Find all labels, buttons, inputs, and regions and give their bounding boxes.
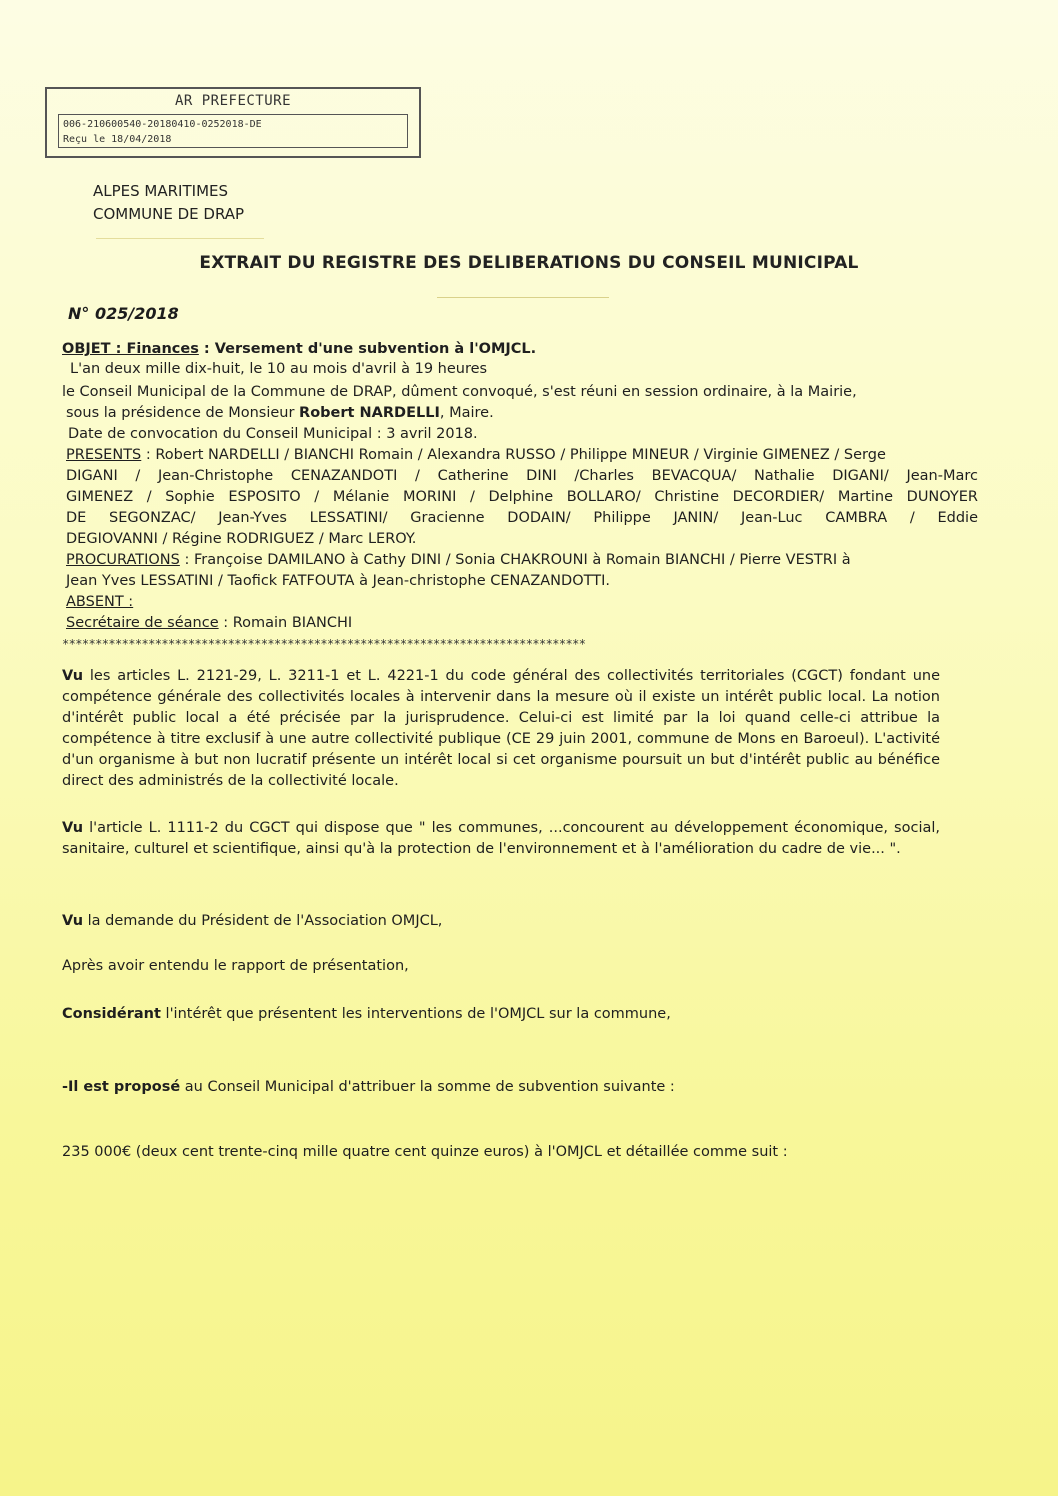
title-divider: [437, 297, 609, 298]
convocation-line: Date de convocation du Conseil Municipal : 3 avril 2018.: [68, 426, 478, 442]
procurations-label: PROCURATIONS: [66, 552, 180, 568]
presents-line-5: DEGIOVANNI / Régine RODRIGUEZ / Marc LEROY.: [66, 531, 417, 547]
objet-label: OBJET : Finances: [62, 341, 199, 357]
document-title: EXTRAIT DU REGISTRE DES DELIBERATIONS DU CONSEIL MUNICIPAL: [199, 253, 859, 273]
council-line: le Conseil Municipal de la Commune de DRAP, dûment convoqué, s'est réuni en session ordinaire, à la Mairie,: [62, 384, 857, 400]
presents-line-4: DE SEGONZAC/ Jean-Yves LESSATINI/ Gracienne DODAIN/ Philippe JANIN/ Jean-Luc CAMBRA / Eddie: [66, 510, 978, 526]
department-name: ALPES MARITIMES: [93, 182, 229, 200]
objet-text: : Versement d'une subvention à l'OMJCL.: [198, 341, 537, 357]
paragraph-vu-articles: [62, 666, 940, 792]
objet-line: [62, 341, 536, 357]
procurations-line-1: [66, 552, 851, 568]
secretaire-name: : Romain BIANCHI: [218, 615, 353, 631]
paragraph-vu-demande: [62, 911, 940, 932]
presents-line-1: [66, 447, 886, 463]
stamp-received-date: Reçu le 18/04/2018: [63, 134, 172, 145]
paragraph-apres: Après avoir entendu le rapport de présentation,: [62, 958, 409, 974]
paragraph-propose: [62, 1077, 940, 1098]
deliberation-number: N° 025/2018: [68, 304, 179, 323]
absent-label: ABSENT :: [66, 594, 134, 610]
stamp-title: AR PREFECTURE: [174, 93, 292, 109]
commune-name: COMMUNE DE DRAP: [93, 205, 245, 223]
stamp-reference: 006-210600540-20180410-0252018-DE: [63, 119, 262, 130]
presents-label: PRESENTS: [66, 447, 142, 463]
separator-line: *******************************************************************************: [62, 637, 586, 651]
secretaire-label: Secrétaire de séance: [66, 615, 219, 631]
vu-label-1: Vu: [62, 668, 84, 684]
paragraph-amount: 235 000€ (deux cent trente-cinq mille quatre cent quinze euros) à l'OMJCL et détaillée comme suit :: [62, 1144, 788, 1160]
procurations-text-1: : Françoise DAMILANO à Cathy DINI / Sonia CHAKROUNI à Romain BIANCHI / Pierre VESTRI à: [179, 552, 851, 568]
propose-text: au Conseil Municipal d'attribuer la somme de subvention suivante :: [180, 1079, 675, 1095]
presidence-suffix: , Maire.: [439, 405, 494, 421]
header-divider: [96, 238, 264, 239]
presidence-text: sous la présidence de Monsieur: [66, 405, 300, 421]
date-line: L'an deux mille dix-huit, le 10 au mois d'avril à 19 heures: [70, 361, 488, 377]
presents-line-2: DIGANI / Jean-Christophe CENAZANDOTI / Catherine DINI /Charles BEVACQUA/ Nathalie DIGANI/ Jean-Marc: [66, 468, 978, 484]
presidence-line: [66, 405, 494, 421]
procurations-line-2: Jean Yves LESSATINI / Taofick FATFOUTA à Jean-christophe CENAZANDOTTI.: [66, 573, 610, 589]
paragraph-considerant: [62, 1004, 940, 1025]
vu-label-3: Vu: [62, 913, 84, 929]
vu-text-3: la demande du Président de l'Association OMJCL,: [83, 913, 443, 929]
stamp-reference-box: [58, 114, 408, 148]
vu-text-1: les articles L. 2121-29, L. 3211-1 et L. 4221-1 du code général des collectivités territoriales (CGCT) fondant une compétence générale des collectivités locales à intervenir dans la mesure où il existe un intérêt public local. La notion d'intérêt public local a été précisée par la jurisprudence. Celui-ci est limité par la loi quand celle-ci attribue la compétence à titre exclusif à une autre collectivité publique (CE 29 juin 2001, commune de Mons en Baroeul). L'activité d'un organisme à but non lucratif présente un intérêt local si cet organisme poursuit un but d'intérêt public au bénéfice direct des administrés de la collectivité locale.: [62, 668, 940, 789]
secretaire-line: [66, 615, 352, 631]
vu-text-2: l'article L. 1111-2 du CGCT qui dispose que " les communes, ...concourent au développement économique, social, sanitaire, culturel et scientifique, ainsi qu'à la protection de l'environnement et à l'amélioration du cadre de vie... ".: [62, 820, 940, 857]
mayor-name: Robert NARDELLI: [299, 405, 440, 421]
presents-text-1: : Robert NARDELLI / BIANCHI Romain / Alexandra RUSSO / Philippe MINEUR / Virginie GIMENEZ / Serge: [141, 447, 886, 463]
vu-label-2: Vu: [62, 820, 84, 836]
propose-label: -Il est proposé: [62, 1079, 181, 1095]
presents-line-3: GIMENEZ / Sophie ESPOSITO / Mélanie MORINI / Delphine BOLLARO/ Christine DECORDIER/ Martine DUNOYER: [66, 489, 978, 505]
considerant-text: l'intérêt que présentent les interventions de l'OMJCL sur la commune,: [160, 1006, 671, 1022]
considerant-label: Considérant: [62, 1006, 161, 1022]
paragraph-vu-cgct: [62, 818, 940, 860]
prefecture-stamp: [45, 87, 421, 158]
